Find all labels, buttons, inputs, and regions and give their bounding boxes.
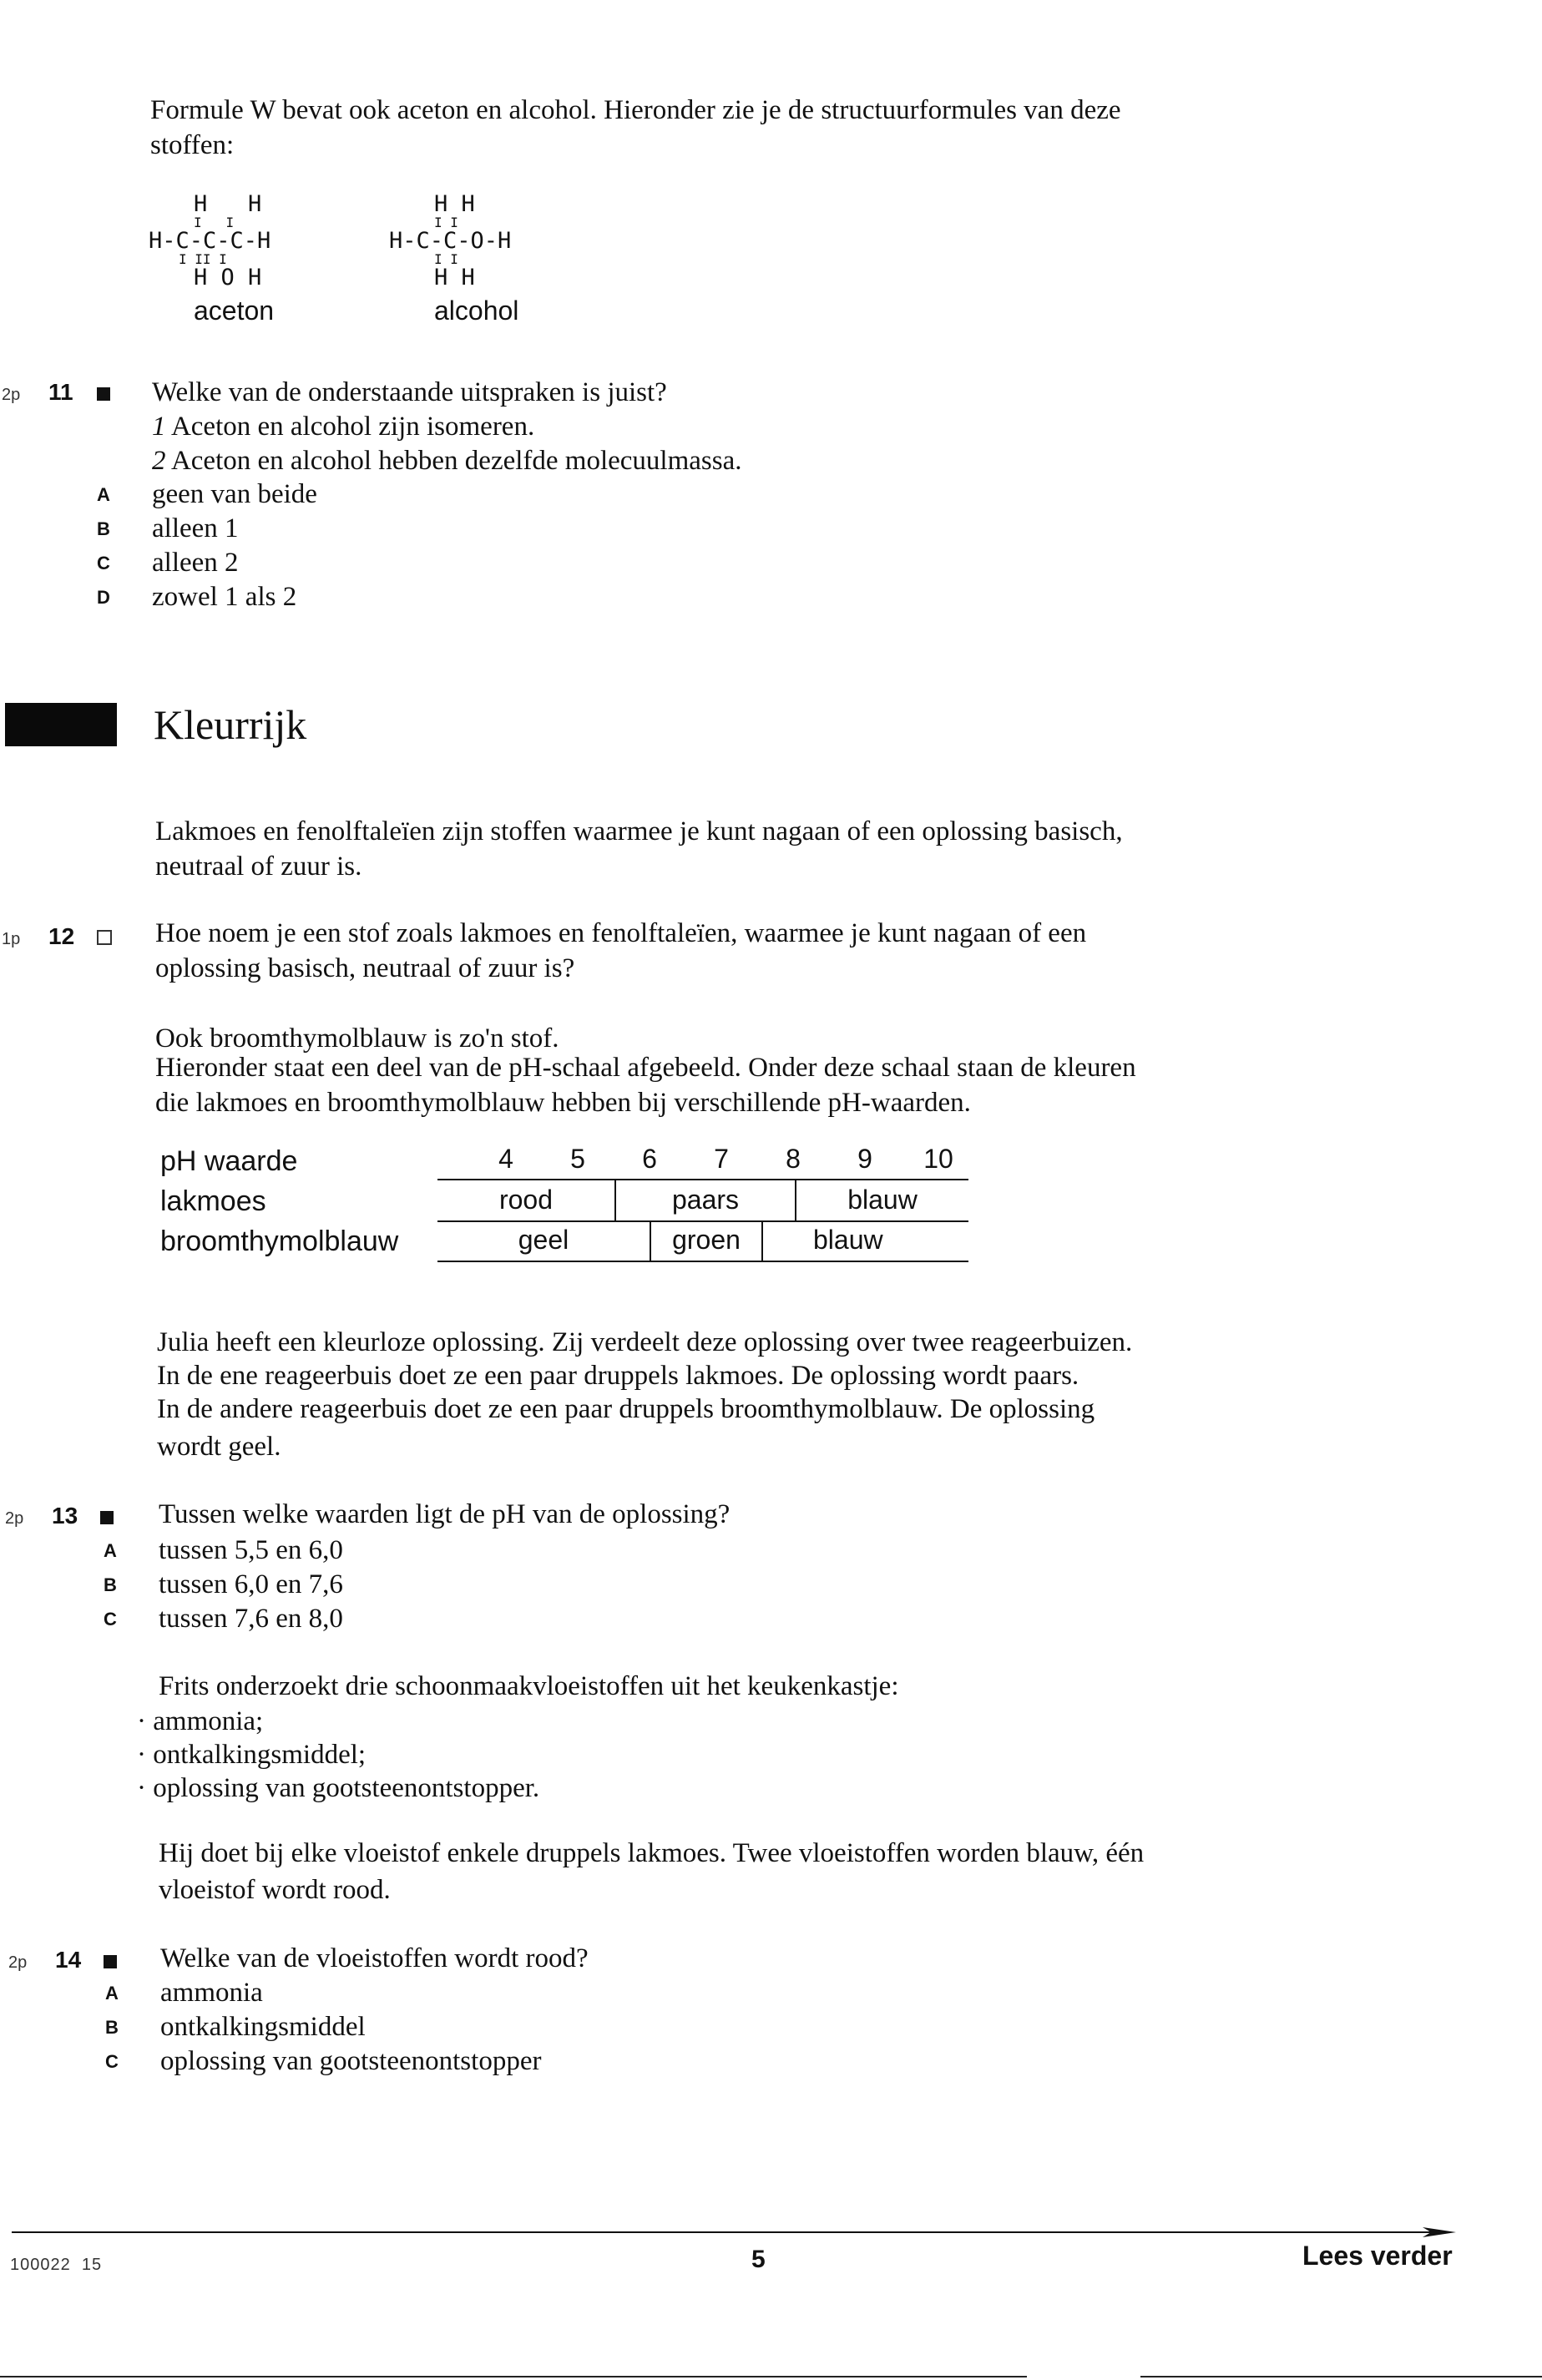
- context3-bullet-1: [137, 1705, 263, 1739]
- ph-value: 10: [923, 1144, 953, 1174]
- ph-table-rule: [437, 1220, 968, 1222]
- q14-option-text: ammonia: [160, 1978, 263, 2008]
- q14-option-b[interactable]: [105, 2010, 541, 2044]
- ph-table-divider: [614, 1180, 616, 1220]
- q11-question: Welke van de onderstaande uitspraken is juist?: [152, 377, 667, 407]
- context1-line-1: Ook broomthymolblauw is zo'n stof.: [155, 1023, 559, 1054]
- continue-label: Lees verder: [1302, 2241, 1453, 2271]
- q13-option-text: tussen 6,0 en 7,6: [159, 1569, 343, 1599]
- q13-option-text: tussen 5,5 en 6,0: [159, 1535, 343, 1565]
- q14-option-letter: C: [105, 2050, 119, 2072]
- q13-options: [104, 1534, 343, 1636]
- lakmoes-color-cell: rood: [498, 1185, 554, 1215]
- q13-option-letter: B: [104, 1574, 117, 1595]
- alcohol-row-2: I I: [434, 215, 458, 230]
- ph-table-divider: [650, 1222, 651, 1261]
- q13-option-letter: C: [104, 1608, 117, 1630]
- context2-line-1: Julia heeft een kleurloze oplossing. Zij verdeelt deze oplossing over twee reageerbuizen.: [157, 1327, 1133, 1357]
- lakmoes-color-cell: paars: [671, 1185, 740, 1215]
- context2-line-4: wordt geel.: [157, 1432, 281, 1462]
- bullet-icon: ·: [137, 1740, 146, 1770]
- ph-table-rule: [437, 1261, 968, 1262]
- context3-line-2: Hij doet bij elke vloeistof enkele druppels lakmoes. Twee vloeistoffen worden blauw, één: [159, 1838, 1145, 1868]
- context3-line-1: Frits onderzoekt drie schoonmaakvloeistoffen uit het keukenkastje:: [159, 1671, 899, 1701]
- q13-option-b[interactable]: [104, 1568, 343, 1602]
- ph-row-label-ph: pH waarde: [160, 1145, 298, 1177]
- q14-option-text: oplossing van gootsteenontstopper: [160, 2046, 542, 2076]
- q14-marker-icon: [104, 1955, 117, 1973]
- ph-value: 5: [570, 1144, 585, 1174]
- ph-row-label-lakmoes: lakmoes: [160, 1185, 266, 1217]
- q11-option-c[interactable]: [97, 546, 317, 580]
- btb-color-cell: blauw: [813, 1225, 883, 1255]
- q12-line-2: oplossing basisch, neutraal of zuur is?: [155, 953, 575, 983]
- ph-table-divider: [795, 1180, 796, 1220]
- bullet-icon: ·: [137, 1706, 146, 1736]
- q13-option-a[interactable]: [104, 1534, 343, 1568]
- aceton-row-2: I I: [194, 215, 235, 230]
- bottom-edge-line: [1140, 2376, 1542, 2377]
- ph-table-divider: [761, 1222, 763, 1261]
- alcohol-row-5: H H: [434, 265, 475, 291]
- q14-option-text: ontkalkingsmiddel: [160, 2012, 366, 2042]
- footer-code: 100022 15: [10, 2256, 103, 2274]
- q11-statement-2: [152, 444, 742, 478]
- q11-marker-icon: [97, 387, 110, 405]
- intro-line-1: Formule W bevat ook aceton en alcohol. Hieronder zie je de structuurformules van deze: [150, 95, 1121, 125]
- q11-option-b[interactable]: [97, 512, 317, 546]
- q11-options: [97, 478, 317, 614]
- bottom-edge-line: [0, 2376, 1027, 2377]
- q13-points: 2p: [5, 1509, 24, 1528]
- footer-arrow-icon: [12, 2221, 1456, 2244]
- ph-value: 6: [642, 1144, 657, 1174]
- q11-statement-1: [152, 410, 534, 444]
- q14-question: Welke van de vloeistoffen wordt rood?: [160, 1943, 589, 1973]
- q13-question: Tussen welke waarden ligt de pH van de oplossing?: [159, 1499, 731, 1529]
- aceton-label: aceton: [194, 296, 275, 326]
- ph-table-rule: [437, 1179, 968, 1180]
- q11-points: 2p: [2, 386, 21, 404]
- q11-option-text: zowel 1 als 2: [152, 582, 297, 612]
- section-marker-bar: [5, 703, 117, 746]
- section-title: Kleurrijk: [154, 701, 307, 748]
- q11-option-letter: D: [97, 586, 110, 608]
- q14-options: [105, 1976, 541, 2079]
- intro-line-2: stoffen:: [150, 130, 235, 160]
- bullet-icon: ·: [137, 1773, 146, 1803]
- q11-option-letter: C: [97, 552, 110, 574]
- section-intro-line-2: neutraal of zuur is.: [155, 851, 362, 882]
- aceton-row-4: I II I: [179, 251, 227, 267]
- q14-points: 2p: [8, 1953, 28, 1972]
- aceton-row-3: H-C-C-C-H: [149, 228, 271, 254]
- page-number: 5: [751, 2246, 766, 2273]
- ph-row-label-broomthymolblauw: broomthymolblauw: [160, 1225, 399, 1257]
- alcohol-row-4: I I: [434, 251, 458, 267]
- q11-option-d[interactable]: [97, 580, 317, 614]
- aceton-row-5: H O H: [194, 265, 262, 291]
- q14-option-letter: A: [105, 1982, 119, 2004]
- q11-option-text: alleen 2: [152, 548, 239, 578]
- q11-statement-1-text: Aceton en alcohol zijn isomeren.: [170, 412, 535, 442]
- q11-statement-2-text: Aceton en alcohol hebben dezelfde molecuulmassa.: [170, 446, 742, 476]
- ph-value: 7: [714, 1144, 729, 1174]
- aceton-structure: [149, 192, 274, 326]
- context3-bullet-2: [137, 1738, 366, 1772]
- ph-value: 4: [498, 1144, 513, 1174]
- aceton-row-1: H H: [194, 191, 262, 217]
- context3-bullet-text: ontkalkingsmiddel;: [153, 1740, 367, 1770]
- q11-option-a[interactable]: [97, 478, 317, 512]
- q11-option-text: alleen 1: [152, 513, 239, 543]
- section-intro-line-1: Lakmoes en fenolftaleïen zijn stoffen waarmee je kunt nagaan of een oplossing basisch,: [155, 816, 1123, 846]
- alcohol-label: alcohol: [434, 296, 519, 326]
- q13-number: 13: [52, 1503, 78, 1529]
- q13-option-text: tussen 7,6 en 8,0: [159, 1604, 343, 1634]
- q11-statement-1-number: 1: [152, 412, 166, 442]
- q14-number: 14: [55, 1947, 82, 1973]
- q14-option-c[interactable]: [105, 2044, 541, 2079]
- q11-option-letter: A: [97, 483, 110, 505]
- ph-value: 9: [857, 1144, 872, 1174]
- context1-line-2: Hieronder staat een deel van de pH-schaal afgebeeld. Onder deze schaal staan de kleuren: [155, 1053, 1136, 1083]
- alcohol-row-1: H H: [434, 191, 475, 217]
- btb-color-cell: groen: [672, 1225, 741, 1255]
- q12-line-1: Hoe noem je een stof zoals lakmoes en fenolftaleïen, waarmee je kunt nagaan of een: [155, 918, 1087, 948]
- alcohol-structure: [389, 192, 518, 326]
- context3-bullet-text: ammonia;: [153, 1706, 264, 1736]
- ph-value: 8: [786, 1144, 801, 1174]
- btb-color-cell: geel: [518, 1225, 569, 1255]
- q11-option-letter: B: [97, 518, 110, 539]
- lakmoes-color-cell: blauw: [847, 1185, 918, 1215]
- context2-line-3: In de andere reageerbuis doet ze een paar druppels broomthymolblauw. De oplossing: [157, 1394, 1095, 1424]
- q14-option-letter: B: [105, 2016, 119, 2038]
- alcohol-row-3: H-C-C-O-H: [389, 228, 512, 254]
- context3-bullet-3: [137, 1771, 539, 1806]
- q11-statement-2-number: 2: [152, 446, 166, 476]
- q14-option-a[interactable]: [105, 1976, 541, 2010]
- q13-option-c[interactable]: [104, 1602, 343, 1636]
- q11-number: 11: [48, 379, 73, 405]
- q13-marker-icon: [100, 1511, 114, 1529]
- context2-line-2: In de ene reageerbuis doet ze een paar druppels lakmoes. De oplossing wordt paars.: [157, 1361, 1079, 1391]
- context3-line-3: vloeistof wordt rood.: [159, 1875, 391, 1905]
- q13-option-letter: A: [104, 1539, 117, 1561]
- q11-option-text: geen van beide: [152, 479, 317, 509]
- q12-marker-icon: [97, 930, 112, 949]
- q12-points: 1p: [2, 930, 21, 948]
- context3-bullet-text: oplossing van gootsteenontstopper.: [153, 1773, 540, 1803]
- q12-number: 12: [48, 923, 75, 949]
- context1-line-3: die lakmoes en broomthymolblauw hebben bij verschillende pH-waarden.: [155, 1088, 971, 1118]
